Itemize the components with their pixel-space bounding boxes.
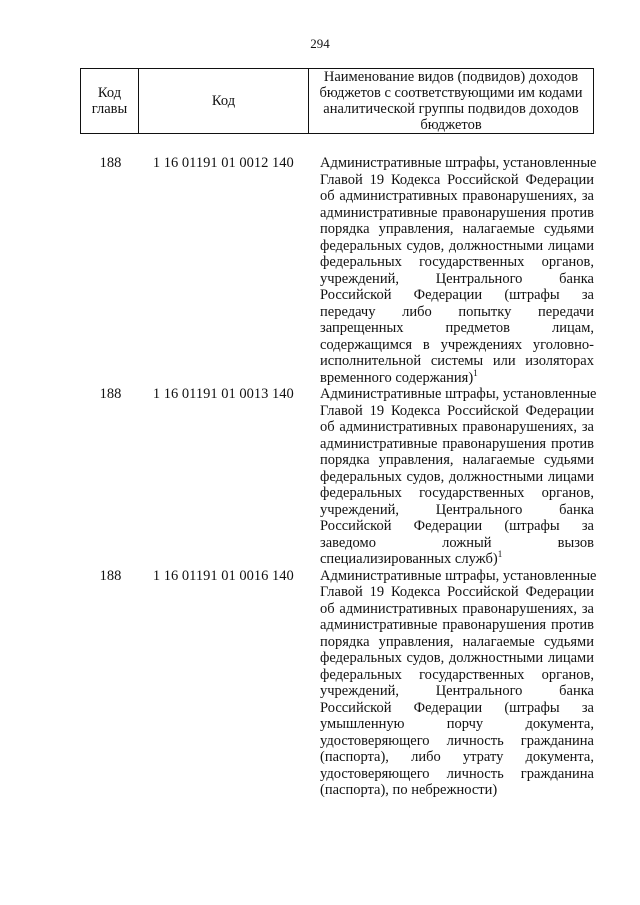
entry-name-line: передачу либо попытку передачи (320, 303, 594, 320)
footnote-marker: 1 (473, 367, 478, 378)
table-row (80, 386, 597, 568)
entry-chapter: 188 (99, 155, 122, 171)
entry-name-line: удостоверяющего личность гражданина (320, 765, 594, 782)
entry-name-line: об административных правонарушениях, за (320, 419, 594, 435)
entry-name-line: специализированных служб)$^1$ (320, 549, 503, 567)
entry-name-line: федеральных судов, должностными лицами (320, 468, 594, 485)
entry-name-line: умышленную порчу документа, (320, 716, 594, 732)
table-row (80, 155, 597, 386)
entry-name-line: учреждений, Центрального банка (320, 683, 594, 699)
entry-name-line: заведомо ложный вызов (320, 534, 594, 551)
entry-name-line: удостоверяющего личность гражданина (320, 732, 594, 749)
entry-name-line: федеральных государственных органов, (320, 485, 594, 501)
entry-name-line: административные правонарушения против (320, 617, 594, 633)
entry-name-line: (паспорта), либо утрату документа, (320, 749, 594, 765)
entry-name-line: федеральных государственных органов, (320, 254, 594, 270)
entry-name-line: исполнительной системы или изоляторах (320, 353, 594, 369)
entry-name-line: Административные штрафы, установленные (320, 386, 597, 402)
entry-chapter: 188 (99, 386, 122, 402)
entry-name (320, 386, 597, 568)
entry-name-line: порядка управления, налагаемые судьями (320, 452, 594, 468)
entry-name-line: Российской Федерации (штрафы за (320, 287, 594, 303)
entry-code: 1 16 01191 01 0016 140 (152, 567, 294, 584)
entry-name-line: Административные штрафы, установленные (320, 567, 597, 584)
entry-name-line: порядка управления, налагаемые судьями (320, 633, 594, 650)
entry-name-line: об административных правонарушениях, за (320, 600, 594, 617)
entry-name-line: учреждений, Центрального банка (320, 270, 594, 287)
entry-name-line: запрещенных предметов лицам, (320, 320, 594, 336)
header-name: Наименование видов (подвидов) доходов бюджетов с соответствующими им кодами аналитической группы подвидов доходов бюджетов (309, 69, 594, 134)
entry-chapter: 188 (99, 567, 122, 584)
entry-name-line: содержащимся в учреждениях уголовно- (320, 336, 594, 353)
table-row (80, 567, 597, 799)
entry-name-line: Российской Федерации (штрафы за (320, 699, 594, 716)
entry-name-line: Административные штрафы, установленные (320, 155, 597, 171)
header-code: Код (139, 69, 309, 134)
entry-name-line: Главой 19 Кодекса Российской Федерации (320, 171, 594, 188)
entry-name-line: федеральных государственных органов, (320, 666, 594, 683)
entry-name-line: административные правонарушения против (320, 204, 594, 221)
table-header (80, 68, 594, 134)
entry-name-line: порядка управления, налагаемые судьями (320, 221, 594, 237)
entries-list (80, 155, 597, 799)
entry-name (320, 155, 597, 386)
entry-code: 1 16 01191 01 0013 140 (152, 386, 294, 402)
entry-name-line: Российской Федерации (штрафы за (320, 518, 594, 534)
entry-name-line: федеральных судов, должностными лицами (320, 237, 594, 254)
entry-name-line: (паспорта), по небрежности) (320, 782, 498, 798)
entry-name (320, 567, 597, 799)
entry-name-line: Главой 19 Кодекса Российской Федерации (320, 402, 594, 419)
entry-code: 1 16 01191 01 0012 140 (152, 155, 294, 171)
page-number: 294 (310, 36, 330, 51)
header-chapter-code: Код главы (81, 69, 139, 134)
footnote-marker: 1 (497, 549, 503, 560)
entry-name-line: временного содержания)$^1$ (320, 367, 478, 386)
entry-name-line: административные правонарушения против (320, 435, 594, 452)
entry-name-line: федеральных судов, должностными лицами (320, 650, 594, 666)
entry-name-line: учреждений, Центрального банка (320, 501, 594, 518)
entry-name-line: об административных правонарушениях, за (320, 188, 594, 204)
entry-name-line: Главой 19 Кодекса Российской Федерации (320, 584, 594, 600)
